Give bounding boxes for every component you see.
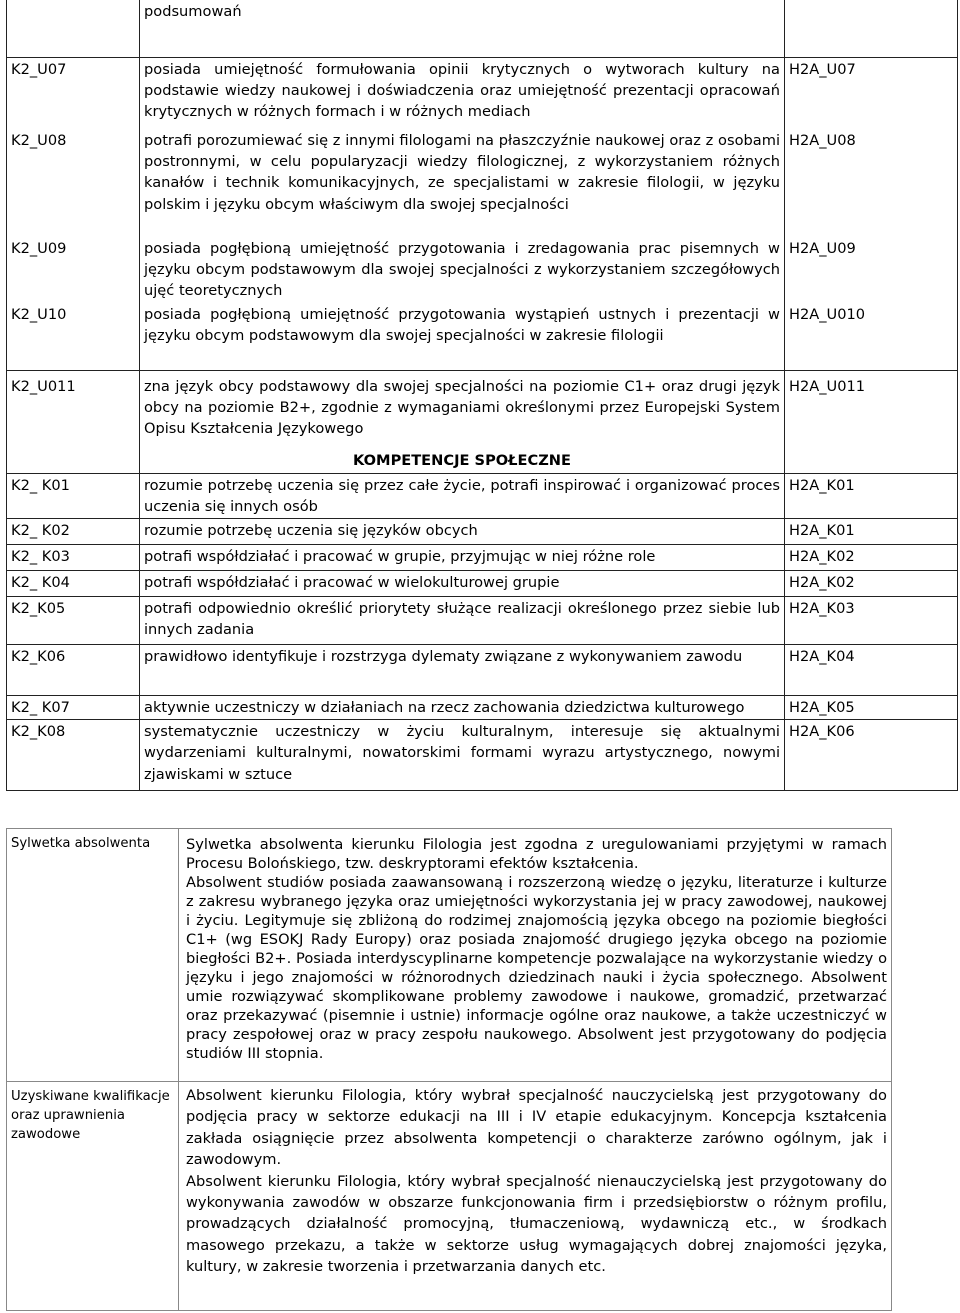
outcome-description: aktywnie uczestniczy w działaniach na rzecz zachowania dziedzictwa kulturowego [140, 695, 785, 719]
table-row [7, 129, 958, 237]
outcome-description: prawidłowo identyfikuje i rozstrzyga dylematy związane z wykonywaniem zawodu [140, 644, 785, 695]
outcome-code: K2_K08 [7, 720, 140, 791]
outcome-reference: H2A_U011 [785, 370, 958, 443]
outcome-code: K2_K06 [7, 644, 140, 695]
kwalifikacje-text [179, 1082, 892, 1311]
graduate-profile-table [6, 828, 892, 1311]
outcome-reference: H2A_K01 [785, 473, 958, 518]
outcome-description: systematycznie uczestniczy w życiu kulturalnym, interesuje się aktualnymi wydarzeniami kulturalnymi, nowatorskimi formami wyrazu artystycznego, nowymi zjawiskami w sztuce [140, 720, 785, 791]
table-row [7, 644, 958, 695]
outcome-reference: H2A_U07 [785, 57, 958, 129]
outcome-description: potrafi porozumiewać się z innymi filologami na płaszczyźnie naukowej oraz z osobami postronnymi, w celu popularyzacji wiedzy filologicznej, z wykorzystaniem różnych kanałów i technik komunikacyjnych, ze specjalistami w zakresie filologii, w języku polskim i języku obcym właściwym dla swojej specjalności [144, 132, 780, 213]
table-row [7, 695, 958, 719]
outcome-description: rozumie potrzebę uczenia się języków obcych [140, 518, 785, 544]
learning-outcomes-table [6, 0, 958, 791]
outcome-reference: H2A_K02 [785, 570, 958, 596]
outcome-reference: H2A_U09 [785, 237, 958, 303]
table-row [7, 518, 958, 544]
continuation-text: podsumowań [140, 0, 785, 57]
table-row [7, 570, 958, 596]
outcome-description: zna język obcy podstawowy dla swojej specjalności na poziomie C1+ oraz drugi język obcy na poziomie B2+, zgodnie z wymaganiami określonymi przez Europejski System Opisu Kształcenia Językowego [144, 377, 780, 437]
outcome-code: K2_U011 [7, 370, 140, 443]
outcome-code: K2_K05 [7, 596, 140, 644]
outcome-description: posiada umiejętność formułowania opinii krytycznych o wytworach kultury na podstawie wiedzy naukowej i doświadczenia oraz umiejętność prezentacji opracowań krytycznych w różnych formach i w różnych mediach [144, 60, 780, 120]
outcome-reference: H2A_U08 [785, 129, 958, 237]
outcome-code: K2_U08 [7, 129, 140, 237]
table-row [7, 720, 958, 791]
table-row [7, 473, 958, 518]
outcome-description: posiada pogłębioną umiejętność przygotowania i zredagowania prac pisemnych w języku obcym podstawowym dla swojej specjalności z wykorzystaniem szczegółowych ujęć teoretycznych [144, 240, 780, 300]
kwalifikacje-label: Uzyskiwane kwalifikacje oraz uprawnienia zawodowe [7, 1082, 179, 1311]
paragraph: Absolwent kierunku Filologia, który wybrał specjalność nienauczycielską jest przygotowany do wykonywania zawodów w obszarze funkcjonowania firm i przedsiębiorstw o różnym profilu, prowadzących działalność promocyjną, tłumaczeniową, wydawniczą etc., w środkach masowego przekazu, a także w sektorze usług wymagających dobrej znajomości języka, kultury, w zakresie tworzenia i przetwarzania danych etc. [186, 1172, 887, 1276]
paragraph: Sylwetka absolwenta kierunku Filologia jest zgodna z uregulowaniami przyjętymi w ramach Procesu Bolońskiego, tzw. deskryptorami efektów kształcenia. [186, 836, 887, 872]
table-row [7, 57, 958, 129]
outcome-code: K2_ K07 [7, 695, 140, 719]
outcome-description: potrafi odpowiednio określić priorytety służące realizacji określonego przez siebie lub innych zadania [140, 596, 785, 644]
table-row [7, 829, 892, 1082]
paragraph: Absolwent studiów posiada zaawansowaną i rozszerzoną wiedzę o języku, literaturze i kulturze z zakresu wybranego języka oraz umiejętności wykorzystania jej w pracy zawodowej, naukowej i życiu. Legitymuje się zbliżoną do rodzimej znajomością języka obcego na poziomie biegłości C1+ (wg ESOKJ Rady Europy) oraz posiada znajomość drugiego języka obcego na poziomie biegłości B2+. Posiada interdyscyplinarne kompetencje pozwalające na wykorzystanie wiedzy o języku i jego znajomości w różnorodnych dziedzinach nauki i życia społecznego. Absolwent umie rozwiązywać skomplikowane problemy zawodowe i naukowe, gromadzić, przetwarzać oraz przekazywać (pisemnie i ustnie) informacje ogólne oraz naukowe, a także uczestniczyć w pracy zespołowej oraz w pracy zespołu naukowego. Absolwent jest przygotowany do podjęcia studiów III stopnia. [186, 874, 887, 1062]
section-heading: KOMPETENCJE SPOŁECZNE [140, 443, 785, 473]
outcome-code: K2_ K01 [7, 473, 140, 518]
sylwetka-label: Sylwetka absolwenta [7, 829, 179, 1082]
outcome-reference: H2A_K04 [785, 644, 958, 695]
outcome-reference: H2A_K01 [785, 518, 958, 544]
outcome-code: K2_ K03 [7, 544, 140, 570]
outcome-reference: H2A_U010 [785, 303, 958, 370]
outcome-code: K2_U10 [7, 303, 140, 370]
sylwetka-text [179, 829, 892, 1082]
paragraph: Absolwent kierunku Filologia, który wybrał specjalność nauczycielską jest przygotowany do podjęcia pracy w sektorze edukacji na III i IV etapie edukacyjnym. Koncepcja kształcenia zakłada osiągnięcie przez absolwenta kompetencji o charakterze zarówno ogólnym, jak i zawodowym. [186, 1087, 887, 1169]
outcome-description: posiada pogłębioną umiejętność przygotowania wystąpień ustnych i prezentacji w języku obcym podstawowym dla swojej specjalności w zakresie filologii [140, 303, 785, 370]
outcome-reference: H2A_K06 [785, 720, 958, 791]
outcome-reference: H2A_K05 [785, 695, 958, 719]
table-row [7, 303, 958, 370]
table-row [7, 237, 958, 303]
outcome-description: rozumie potrzebę uczenia się przez całe życie, potrafi inspirować i organizować proces uczenia się innych osób [140, 473, 785, 518]
outcome-description: potrafi współdziałać i pracować w wielokulturowej grupie [140, 570, 785, 596]
table-row [7, 1082, 892, 1311]
outcome-code: K2_U07 [7, 57, 140, 129]
section-heading-row [7, 443, 958, 473]
outcome-reference: H2A_K03 [785, 596, 958, 644]
table-row [7, 0, 958, 57]
outcome-code: K2_ K02 [7, 518, 140, 544]
table-row [7, 544, 958, 570]
outcome-reference: H2A_K02 [785, 544, 958, 570]
table-row [7, 596, 958, 644]
outcome-code: K2_ K04 [7, 570, 140, 596]
outcome-description: potrafi współdziałać i pracować w grupie, przyjmując w niej różne role [140, 544, 785, 570]
table-row [7, 370, 958, 443]
outcome-code: K2_U09 [7, 237, 140, 303]
